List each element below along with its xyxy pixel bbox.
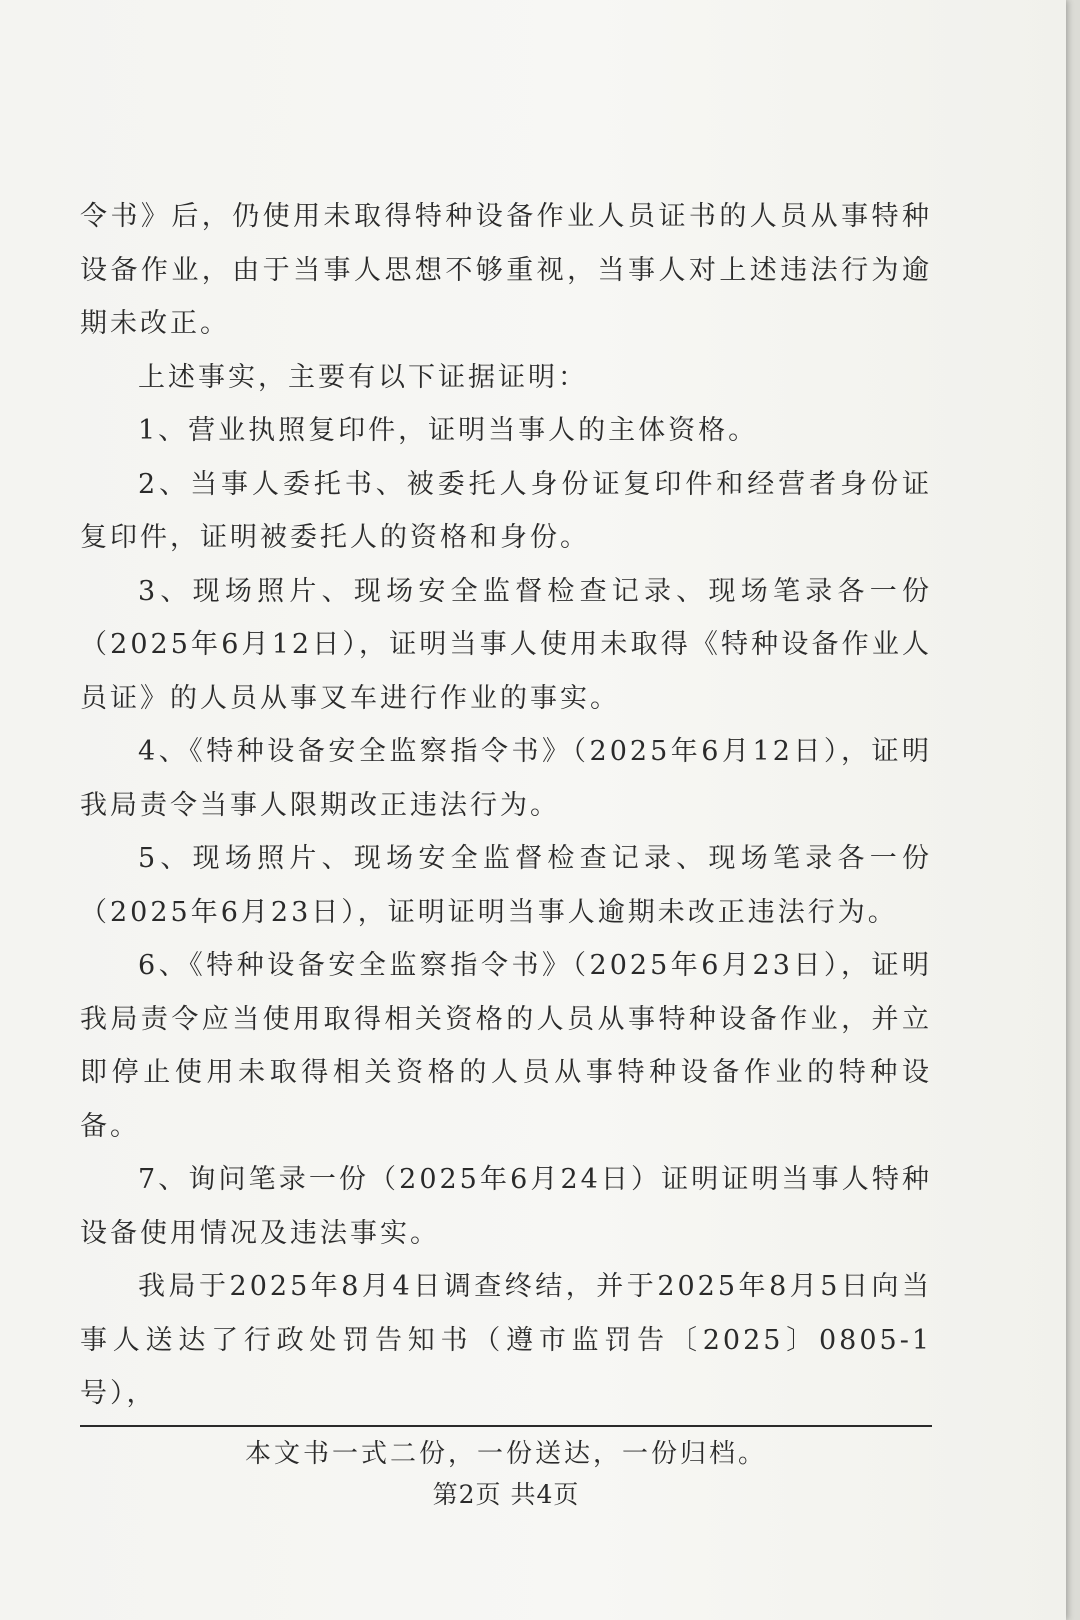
paragraph-evidence-2: 2、当事人委托书、被委托人身份证复印件和经营者身份证复印件，证明被委托人的资格和身份。 [80, 468, 932, 553]
paragraph-evidence-intro: 上述事实，主要有以下证据证明： [138, 361, 588, 393]
paragraph-evidence-3: 3、现场照片、现场安全监督检查记录、现场笔录各一份（2025年6月12日），证明当事人使用未取得《特种设备作业人员证》的人员从事叉车进行作业的事实。 [80, 575, 932, 714]
paragraph-evidence-6: 6、《特种设备安全监察指令书》（2025年6月23日），证明我局责令应当使用取得相关资格的人员从事特种设备作业，并立即停止使用未取得相关资格的人员从事特种设备作业的特种设备。 [80, 950, 932, 1142]
page-number: 第2页 共4页 [432, 1480, 580, 1509]
paragraph-evidence-7: 7、询问笔录一份（2025年6月24日）证明证明当事人特种设备使用情况及违法事实。 [80, 1164, 932, 1249]
footer-note: 本文书一式二份，一份送达，一份归档。 [244, 1439, 767, 1469]
paragraph-evidence-1: 1、营业执照复印件，证明当事人的主体资格。 [138, 415, 759, 446]
footer-divider [80, 1425, 932, 1427]
paragraph-investigation-conclusion: 我局于2025年8月4日调查终结，并于2025年8月5日向当事人送达了行政处罚告知书（遵市监罚告〔2025〕0805-1号）， [80, 1271, 932, 1409]
paragraph-evidence-5: 5、现场照片、现场安全监督检查记录、现场笔录各一份（2025年6月23日），证明证明当事人逾期未改正违法行为。 [80, 843, 932, 928]
paragraph-evidence-4: 4、《特种设备安全监察指令书》（2025年6月12日），证明我局责令当事人限期改正违法行为。 [80, 736, 932, 821]
document-body [80, 190, 932, 1421]
paragraph-continuation: 令书》后，仍使用未取得特种设备作业人员证书的人员从事特种设备作业，由于当事人思想不够重视，当事人对上述违法行为逾期未改正。 [80, 201, 932, 339]
